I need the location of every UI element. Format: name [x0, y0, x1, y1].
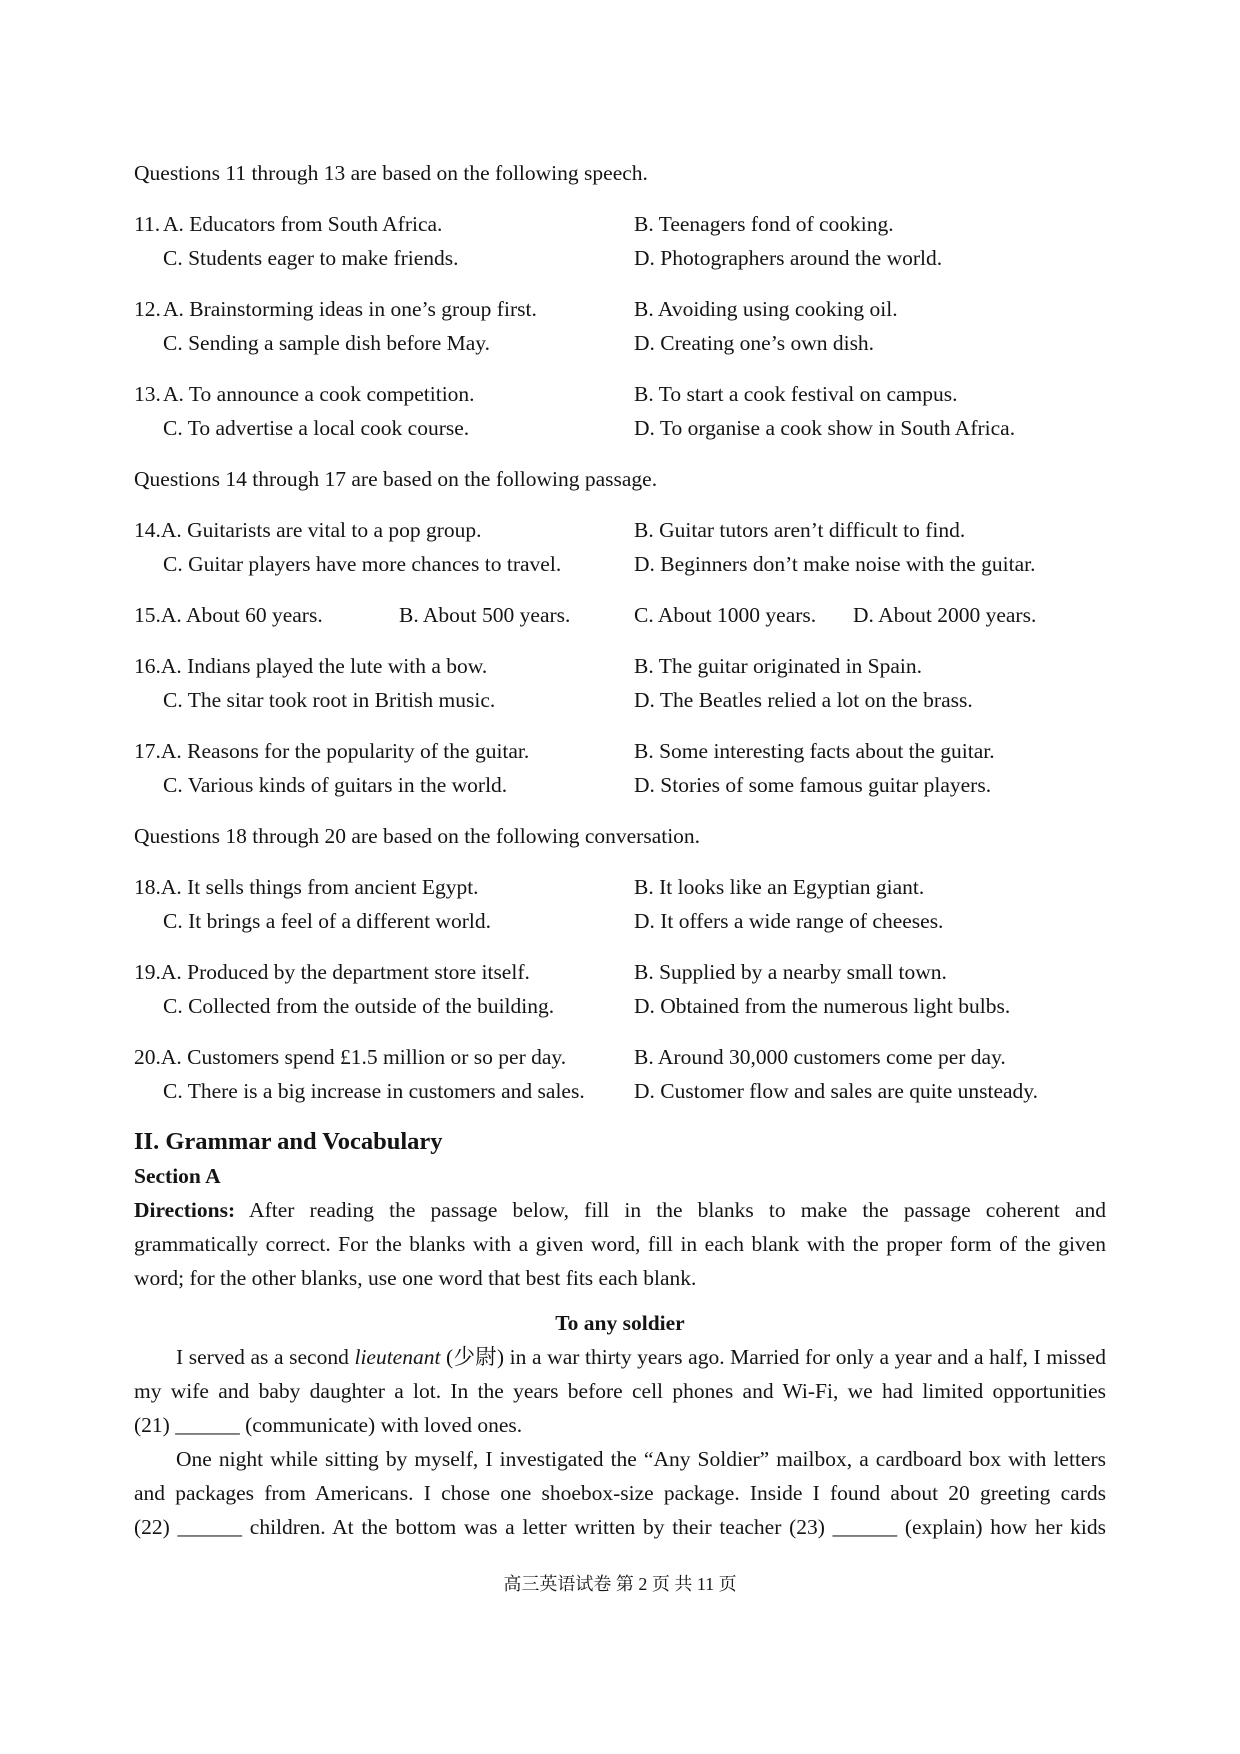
question-row [134, 292, 1106, 326]
page-footer: 高三英语试卷 第 2 页 共 11 页 [503, 1574, 737, 1594]
question-20 [134, 1040, 1106, 1108]
option-cell [134, 377, 634, 411]
question-13 [134, 377, 1106, 445]
option-c: C. Collected from the outside of the building. [163, 994, 555, 1018]
option-c: C. Various kinds of guitars in the world. [163, 773, 508, 797]
option-cell [134, 870, 634, 904]
option-cell [634, 870, 1106, 904]
question-number: 14. [134, 518, 161, 542]
question-row [134, 649, 1106, 683]
option-cell [634, 292, 1106, 326]
question-15 [134, 598, 1106, 632]
question-number: 15. [134, 603, 161, 627]
option-d: D. Stories of some famous guitar players. [634, 773, 992, 797]
question-row [134, 768, 1106, 802]
option-d: D. Beginners don’t make noise with the guitar. [634, 552, 1036, 576]
option-d: D. About 2000 years. [853, 603, 1037, 627]
option-a: A. Guitarists are vital to a pop group. [160, 518, 482, 542]
option-cell [134, 207, 634, 241]
passage-title: To any soldier [555, 1311, 685, 1335]
option-cell [134, 513, 634, 547]
question-row [134, 734, 1106, 768]
option-a: A. Customers spend £1.5 million or so per day. [160, 1045, 567, 1069]
question-number: 20. [134, 1045, 161, 1069]
option-cell [134, 292, 634, 326]
option-d: D. Obtained from the numerous light bulbs. [634, 994, 1011, 1018]
option-a: A. To announce a cook competition. [163, 382, 475, 406]
directions-line: word; for the other blanks, use one word that best fits each blank. [134, 1266, 697, 1290]
option-d: D. The Beatles relied a lot on the brass. [634, 688, 973, 712]
group-intro: Questions 11 through 13 are based on the following speech. [134, 161, 648, 185]
option-cell [134, 683, 634, 717]
question-row [134, 547, 1106, 581]
option-d: D. Customer flow and sales are quite unsteady. [634, 1079, 1039, 1103]
passage-paragraph-1 [134, 1340, 1106, 1442]
question-group-18-20 [134, 819, 1106, 1108]
option-cell [634, 411, 1106, 445]
option-d: D. Creating one’s own dish. [634, 331, 875, 355]
option-b: B. The guitar originated in Spain. [634, 654, 923, 678]
question-14 [134, 513, 1106, 581]
option-cell [134, 649, 634, 683]
question-row [134, 513, 1106, 547]
option-cell [134, 411, 634, 445]
question-row [134, 955, 1106, 989]
option-cell [634, 547, 1106, 581]
question-row [134, 598, 1106, 632]
question-row [134, 1074, 1106, 1108]
question-16 [134, 649, 1106, 717]
option-c: C. About 1000 years. [634, 603, 817, 627]
option-a: A. Indians played the lute with a bow. [160, 654, 488, 678]
question-row [134, 870, 1106, 904]
section-label: Section A [134, 1164, 221, 1188]
question-row [134, 377, 1106, 411]
option-c: C. Guitar players have more chances to travel. [163, 552, 562, 576]
option-cell [134, 598, 323, 632]
option-a: A. It sells things from ancient Egypt. [160, 875, 479, 899]
option-d: D. It offers a wide range of cheeses. [634, 909, 944, 933]
option-a: A. Educators from South Africa. [163, 212, 443, 236]
passage-line: (22) ______ children. At the bottom was a letter written by their teacher (23) ______ (explain) how her kids [134, 1515, 1106, 1539]
option-cell [634, 904, 1106, 938]
question-group-14-17 [134, 462, 1106, 802]
option-cell [134, 904, 634, 938]
option-cell [634, 241, 1106, 275]
option-cell [634, 989, 1106, 1023]
question-row [134, 411, 1106, 445]
option-cell [634, 734, 1106, 768]
passage-text: I served as a second [176, 1345, 355, 1369]
option-d: D. To organise a cook show in South Africa. [634, 416, 1016, 440]
passage-text: (少尉) in a war thirty years ago. Married for only a year and a half, I missed [440, 1345, 1106, 1369]
grammar-vocabulary-part [134, 1125, 1106, 1544]
option-a: A. Brainstorming ideas in one’s group first. [163, 297, 537, 321]
option-cell [134, 547, 634, 581]
option-cell [134, 241, 634, 275]
directions-text: After reading the passage below, fill in the blanks to make the passage coherent and [235, 1198, 1106, 1222]
option-cell [134, 1040, 634, 1074]
option-b: B. Supplied by a nearby small town. [634, 960, 947, 984]
option-cell [134, 734, 634, 768]
passage-line: and packages from Americans. I chose one shoebox-size package. Inside I found about 20 greeting cards [134, 1481, 1106, 1505]
question-number: 16. [134, 654, 161, 678]
question-row [134, 1040, 1106, 1074]
question-number: 19. [134, 960, 161, 984]
option-cell [634, 513, 1106, 547]
group-intro: Questions 18 through 20 are based on the following conversation. [134, 824, 701, 848]
option-cell [634, 1074, 1106, 1108]
question-number: 13. [134, 382, 161, 406]
option-cell [134, 768, 634, 802]
passage-line [134, 1340, 1106, 1374]
option-c: C. Sending a sample dish before May. [163, 331, 491, 355]
option-c: C. To advertise a local cook course. [163, 416, 470, 440]
directions [134, 1193, 1106, 1295]
question-group-11-13 [134, 156, 1106, 445]
part-heading: II. Grammar and Vocabulary [134, 1128, 443, 1155]
option-a: A. Produced by the department store itself. [160, 960, 530, 984]
question-17 [134, 734, 1106, 802]
option-cell [634, 326, 1106, 360]
option-b: B. To start a cook festival on campus. [634, 382, 958, 406]
question-number: 12. [134, 297, 161, 321]
question-row [134, 326, 1106, 360]
group-intro: Questions 14 through 17 are based on the following passage. [134, 467, 658, 491]
option-cell [634, 207, 1106, 241]
directions-label: Directions: [134, 1198, 236, 1222]
question-11 [134, 207, 1106, 275]
passage-line: my wife and baby daughter a lot. In the years before cell phones and Wi-Fi, we had limited opportunities [134, 1379, 1106, 1403]
question-number: 11. [134, 212, 161, 236]
passage-italic-term: lieutenant [354, 1345, 441, 1369]
option-c: C. The sitar took root in British music. [163, 688, 496, 712]
option-d: D. Photographers around the world. [634, 246, 943, 270]
option-b: B. Some interesting facts about the guitar. [634, 739, 995, 763]
question-12 [134, 292, 1106, 360]
question-row [134, 683, 1106, 717]
question-row [134, 241, 1106, 275]
passage-line: One night while sitting by myself, I investigated the “Any Soldier” mailbox, a cardboard box with letters [176, 1447, 1106, 1471]
question-number: 17. [134, 739, 161, 763]
question-19 [134, 955, 1106, 1023]
option-cell [634, 377, 1106, 411]
question-row [134, 989, 1106, 1023]
option-b: B. Guitar tutors aren’t difficult to find. [634, 518, 966, 542]
page-content [134, 156, 1106, 1544]
option-cell [634, 683, 1106, 717]
option-cell [134, 326, 634, 360]
option-cell [134, 955, 634, 989]
option-cell [634, 1040, 1106, 1074]
option-b: B. About 500 years. [399, 603, 571, 627]
option-c: C. Students eager to make friends. [163, 246, 459, 270]
question-18 [134, 870, 1106, 938]
option-cell [634, 649, 1106, 683]
option-cell [634, 768, 1106, 802]
question-number: 18. [134, 875, 161, 899]
option-b: B. Around 30,000 customers come per day. [634, 1045, 1006, 1069]
option-b: B. It looks like an Egyptian giant. [634, 875, 925, 899]
option-cell [134, 1074, 634, 1108]
option-cell [634, 955, 1106, 989]
option-c: C. It brings a feel of a different world. [163, 909, 491, 933]
directions-line [134, 1193, 1106, 1227]
passage-line: (21) ______ (communicate) with loved ones. [134, 1413, 523, 1437]
question-row [134, 207, 1106, 241]
option-cell [134, 989, 634, 1023]
option-b: B. Teenagers fond of cooking. [634, 212, 894, 236]
question-row [134, 904, 1106, 938]
directions-line: grammatically correct. For the blanks with a given word, fill in each blank with the proper form of the given [134, 1232, 1106, 1256]
passage-paragraph-2 [134, 1442, 1106, 1544]
option-c: C. There is a big increase in customers and sales. [163, 1079, 585, 1103]
option-a: A. About 60 years. [160, 603, 323, 627]
option-b: B. Avoiding using cooking oil. [634, 297, 898, 321]
option-a: A. Reasons for the popularity of the guitar. [160, 739, 530, 763]
